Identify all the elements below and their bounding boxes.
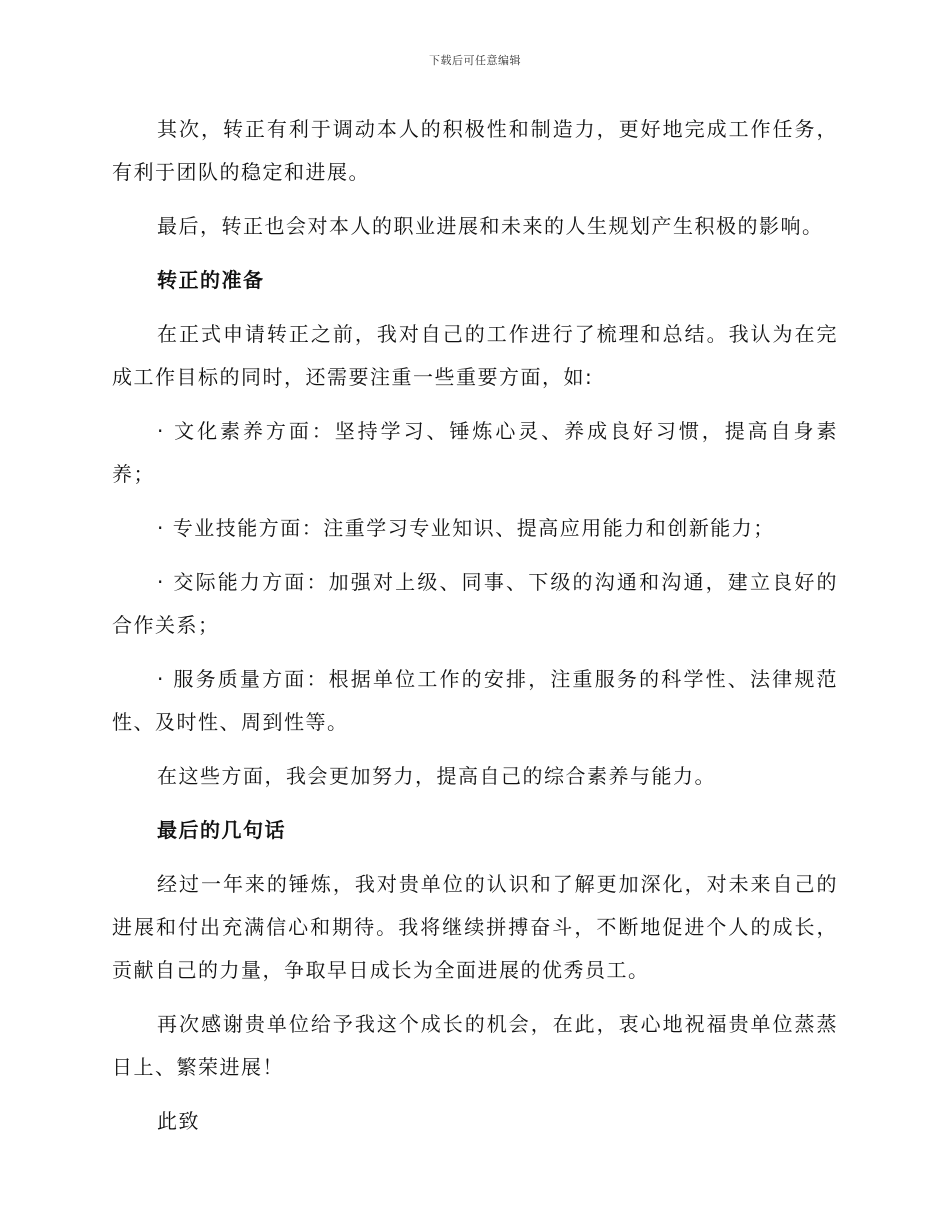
paragraph-final-reason: 最后，转正也会对本人的职业进展和未来的人生规划产生积极的影响。 (157, 214, 824, 238)
list-item-communication-skills: · 交际能力方面：加强对上级、同事、下级的沟通和沟通，建立良好的合作关系； (112, 570, 838, 637)
paragraph-thanks: 再次感谢贵单位给予我这个成长的机会，在此，衷心地祝福贵单位蒸蒸日上、繁荣进展！ (112, 1012, 838, 1079)
closing-salutation: 此致 (157, 1109, 200, 1133)
document-body (112, 108, 838, 1143)
list-item-cultural-literacy: · 文化素养方面：坚持学习、锤炼心灵、养成良好习惯，提高自身素养； (112, 419, 838, 486)
section-heading-preparation: 转正的准备 (157, 268, 265, 292)
paragraph-year-reflection: 经过一年来的锤炼，我对贵单位的认识和了解更加深化，对未来自己的进展和付出充满信心和期待。我将继续拼搏奋斗，不断地促进个人的成长，贡献自己的力量，争取早日成长为全面进展的优秀员工。 (112, 872, 838, 982)
section-heading-closing-words: 最后的几句话 (157, 818, 286, 842)
list-item-service-quality: · 服务质量方面：根据单位工作的安排，注重服务的科学性、法律规范性、及时性、周到性等。 (112, 667, 838, 734)
paragraph-second-reason: 其次，转正有利于调动本人的积极性和制造力，更好地完成工作任务，有利于团队的稳定和进展。 (112, 117, 838, 184)
page-header: 下载后可任意编辑 (429, 54, 521, 67)
list-item-professional-skills: · 专业技能方面：注重学习专业知识、提高应用能力和创新能力； (157, 516, 775, 540)
paragraph-effort-commitment: 在这些方面，我会更加努力，提高自己的综合素养与能力。 (157, 764, 716, 788)
paragraph-preparation-intro: 在正式申请转正之前，我对自己的工作进行了梳理和总结。我认为在完成工作目标的同时，还需要注重一些重要方面，如: (112, 322, 838, 389)
